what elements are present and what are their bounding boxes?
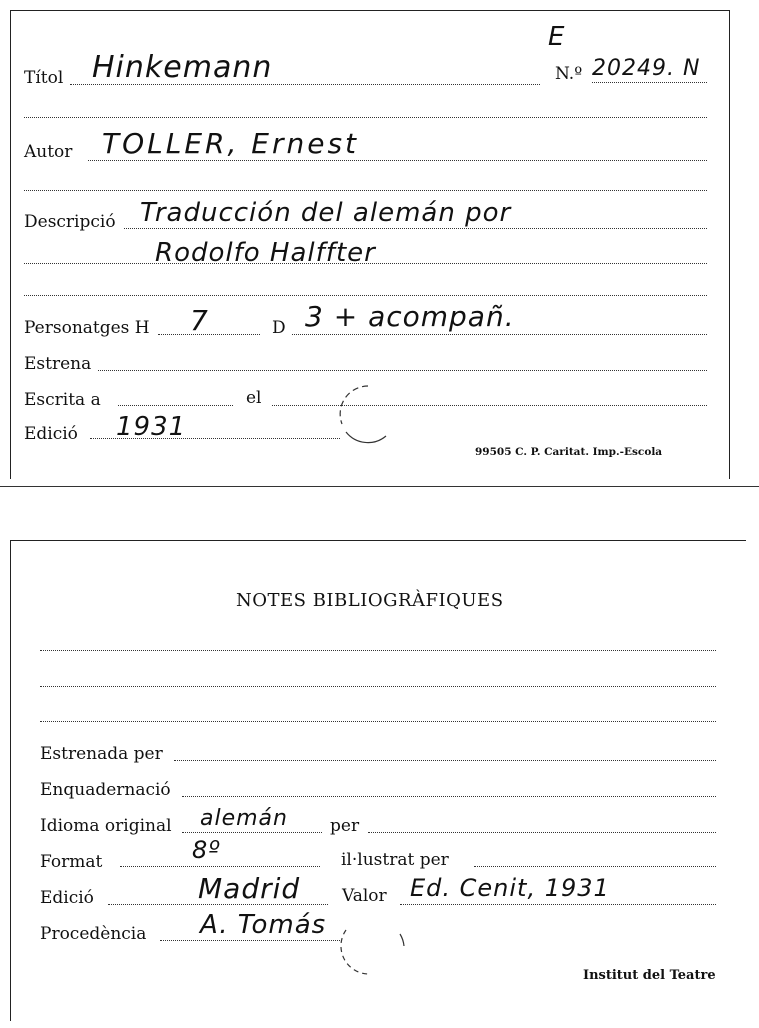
blank-rule-1 [24, 117, 707, 118]
corner-mark: E [548, 22, 566, 52]
author-rule [88, 160, 707, 161]
description-rule-1 [124, 228, 707, 229]
written-on-label: el [246, 388, 262, 408]
edition-rule [90, 438, 340, 439]
number-rule [592, 82, 707, 83]
edition-label-bottom: Edició [40, 888, 94, 908]
by-label: per [330, 816, 360, 836]
number-label: N.º [555, 64, 583, 84]
written-label: Escrita a [24, 390, 101, 410]
printer-note: 99505 C. P. Caritat. Imp.-Escola [475, 446, 663, 458]
premiered-by-rule [174, 760, 716, 761]
origin-label: Procedència [40, 924, 147, 944]
by-rule [368, 832, 716, 833]
description-line1: Traducción del alemán por [140, 198, 512, 228]
characters-d-value: 3 + acompañ. [305, 300, 515, 333]
blank-rule-2 [24, 190, 707, 191]
description-line2: Rodolfo Halffter [155, 238, 376, 268]
premiered-by-label: Estrenada per [40, 744, 163, 764]
characters-label: Personatges H [24, 318, 150, 338]
format-value: 8º [192, 836, 221, 864]
edition-rule-bottom [108, 904, 328, 905]
value-label: Valor [342, 886, 387, 906]
edition-label: Edició [24, 424, 78, 444]
original-language-value: alemán [200, 806, 288, 831]
author-value: TOLLER, Ernest [102, 127, 360, 160]
stamp-circle-top [330, 380, 400, 450]
edition-value: 1931 [116, 412, 187, 442]
characters-d-label: D [272, 318, 286, 338]
format-rule [120, 866, 320, 867]
title-value: Hinkemann [92, 50, 273, 85]
written-place-rule [118, 405, 233, 406]
illustrated-rule [474, 866, 716, 867]
blank-rule-3 [24, 295, 707, 296]
origin-value: A. Tomás [200, 910, 327, 940]
description-label: Descripció [24, 212, 116, 232]
original-language-label: Idioma original [40, 816, 172, 836]
notes-rule-1 [40, 650, 716, 651]
binding-rule [182, 796, 716, 797]
format-label: Format [40, 852, 103, 872]
characters-d-rule [292, 334, 707, 335]
notes-heading: NOTES BIBLIOGRÀFIQUES [236, 590, 504, 611]
binding-label: Enquadernació [40, 780, 171, 800]
illustrated-label: il·lustrat per [341, 850, 449, 870]
premiere-label: Estrena [24, 354, 92, 374]
stamp-circle-bottom [340, 920, 410, 980]
notes-rule-3 [40, 721, 716, 722]
description-rule-2 [24, 263, 707, 264]
number-value: 20249. N [592, 56, 701, 81]
title-rule [70, 84, 540, 85]
edition-value-bottom: Madrid [198, 872, 301, 905]
characters-h-value: 7 [190, 304, 209, 337]
card-separator [0, 486, 759, 487]
title-label: Títol [24, 68, 64, 88]
institution-name: Institut del Teatre [583, 968, 716, 983]
value-rule [400, 904, 716, 905]
notes-rule-2 [40, 686, 716, 687]
origin-rule [160, 940, 340, 941]
premiere-rule [98, 370, 707, 371]
author-label: Autor [24, 142, 73, 162]
value-value: Ed. Cenit, 1931 [410, 874, 610, 902]
characters-h-rule [158, 334, 260, 335]
original-language-rule [182, 832, 322, 833]
